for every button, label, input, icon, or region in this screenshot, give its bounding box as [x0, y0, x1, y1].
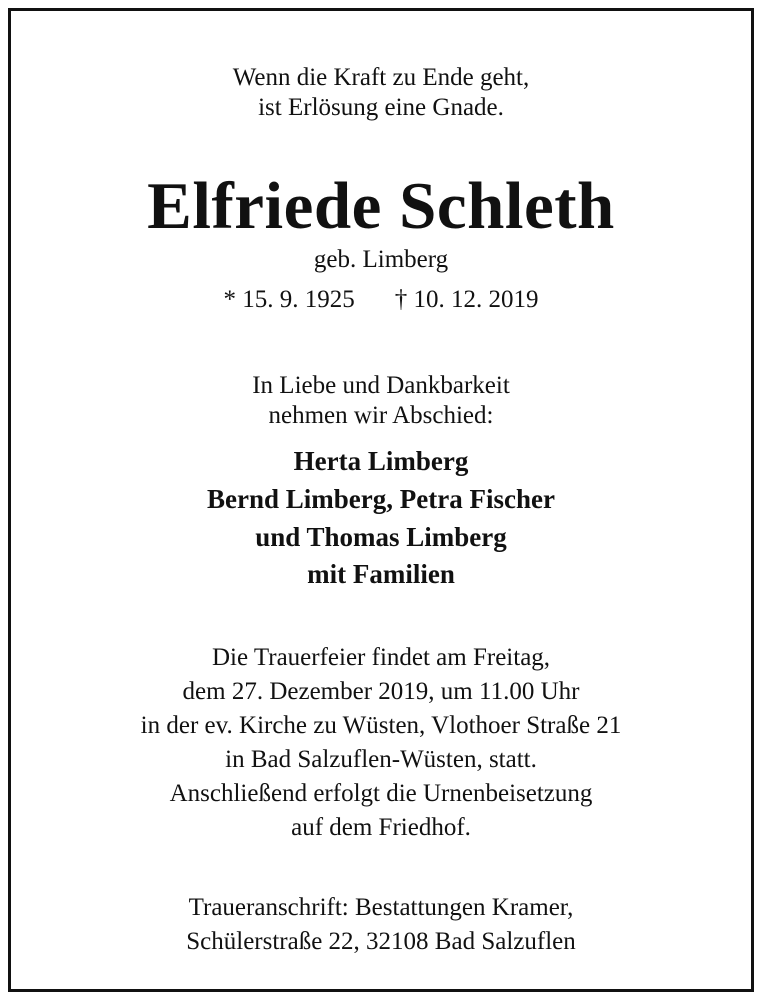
address-line-2: Schülerstraße 22, 32108 Bad Salzuflen	[186, 928, 576, 955]
maiden-name: geb. Limberg	[313, 246, 449, 273]
service-line-5: Anschließend erfolgt die Urnenbeisetzung	[169, 780, 593, 807]
obituary-border	[8, 8, 754, 992]
service-line-2: dem 27. Dezember 2019, um 11.00 Uhr	[182, 678, 580, 705]
mourner-line-2: Bernd Limberg, Petra Fischer	[207, 484, 555, 514]
birth-date: * 15. 9. 1925	[223, 286, 355, 313]
mourner-line-4: mit Familien	[307, 559, 455, 589]
mourner-line-3: und Thomas Limberg	[255, 522, 507, 552]
farewell-line-2: nehmen wir Abschied:	[268, 402, 494, 429]
motto-line-2: ist Erlösung eine Gnade.	[258, 94, 504, 121]
obituary-content	[19, 19, 743, 981]
deceased-name: Elfriede Schleth	[147, 169, 615, 243]
service-line-6: auf dem Friedhof.	[291, 814, 471, 841]
mourner-line-1: Herta Limberg	[293, 446, 469, 476]
death-date: † 10. 12. 2019	[394, 286, 539, 313]
motto-line-1: Wenn die Kraft zu Ende geht,	[232, 64, 530, 91]
farewell-line-1: In Liebe und Dankbarkeit	[252, 372, 510, 399]
life-dates	[19, 285, 743, 315]
service-line-1: Die Trauerfeier findet am Freitag,	[211, 644, 551, 671]
service-line-3: in der ev. Kirche zu Wüsten, Vlothoer Straße 21	[140, 712, 622, 739]
service-line-4: in Bad Salzuflen-Wüsten, statt.	[225, 746, 537, 773]
address-line-1: Traueranschrift: Bestattungen Kramer,	[188, 894, 574, 921]
